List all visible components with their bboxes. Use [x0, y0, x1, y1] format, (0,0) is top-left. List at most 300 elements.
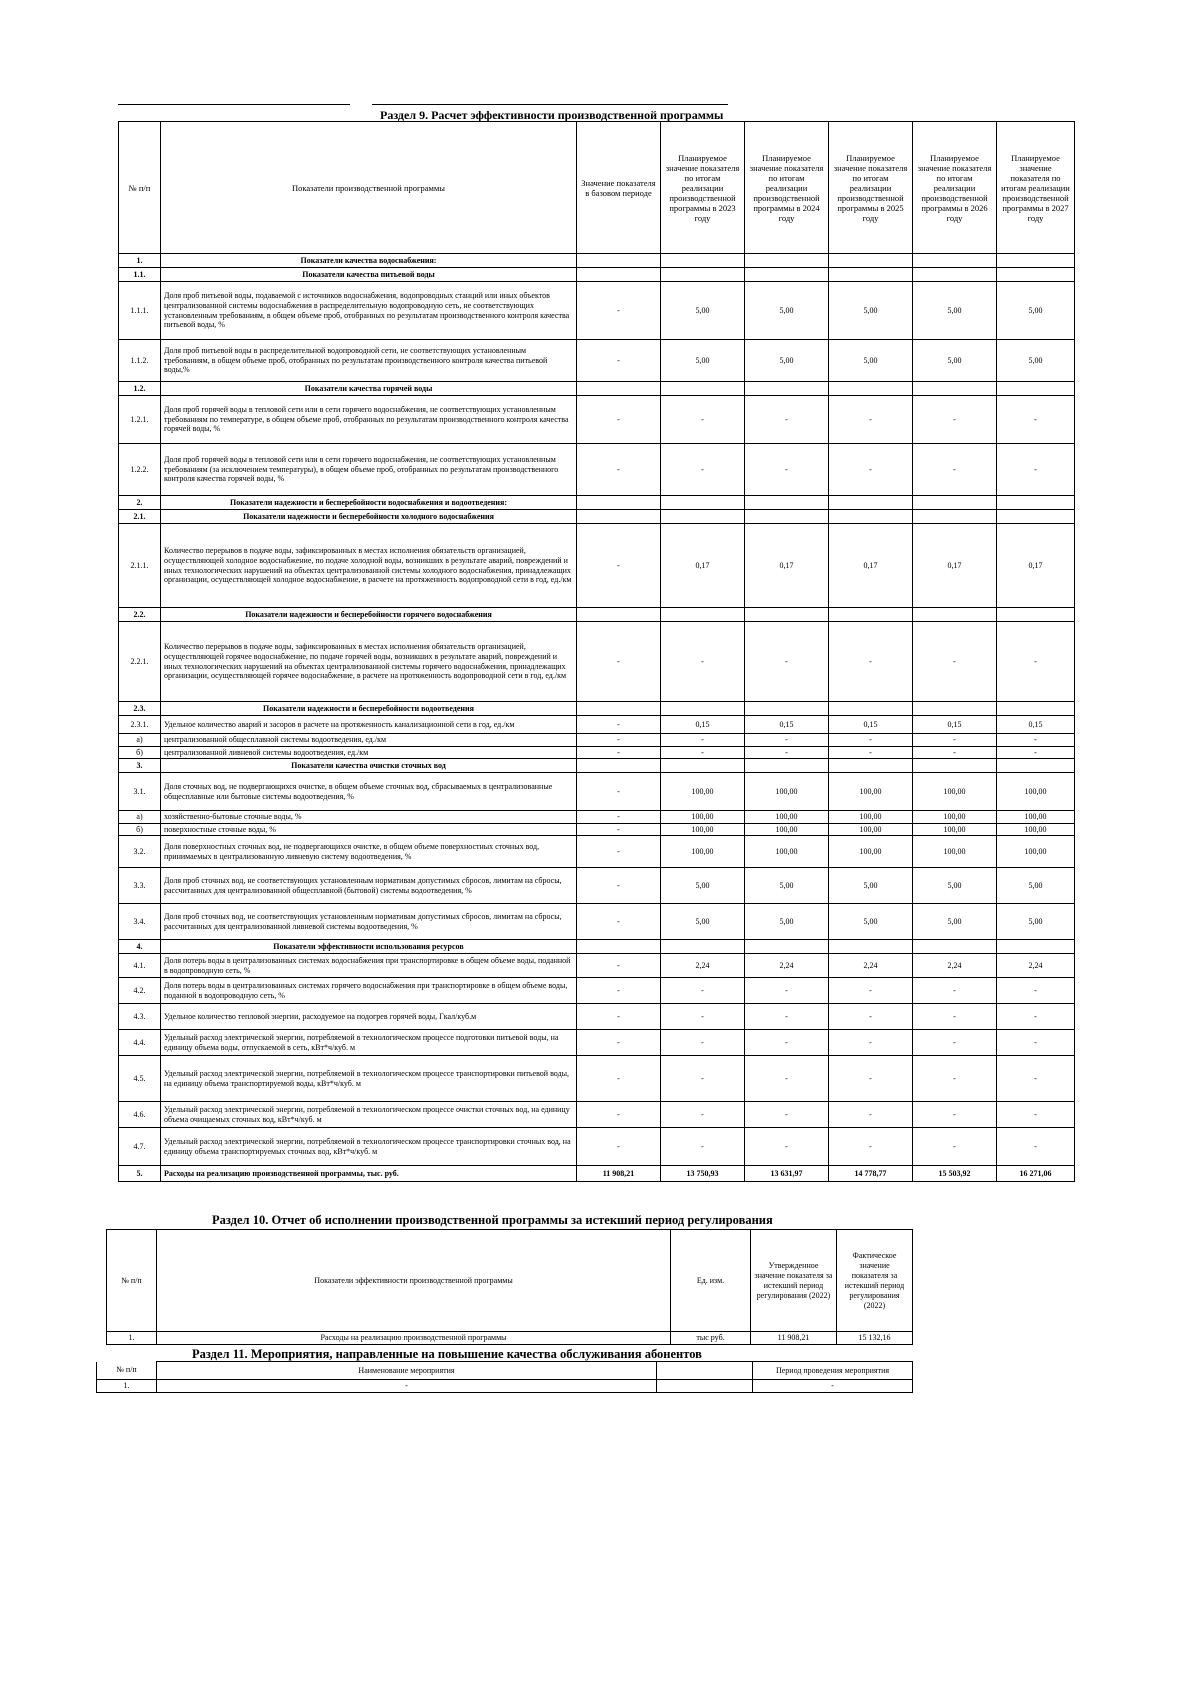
planned-value-cell: - [745, 396, 829, 444]
planned-value-cell: 5,00 [997, 340, 1075, 382]
planned-value-cell [661, 702, 745, 716]
planned-value-cell: 100,00 [829, 836, 913, 868]
base-value-cell [577, 254, 661, 268]
measures-row-name: - [157, 1380, 657, 1393]
planned-value-cell [829, 268, 913, 282]
table-row [119, 254, 1075, 268]
planned-value-cell: - [913, 978, 997, 1004]
planned-value-cell: 5,00 [829, 868, 913, 904]
planned-value-cell [913, 268, 997, 282]
measures-row-num: 1. [97, 1380, 157, 1393]
planned-value-cell: 5,00 [661, 868, 745, 904]
base-value-cell: - [577, 396, 661, 444]
planned-value-cell [913, 382, 997, 396]
table-row [119, 1004, 1075, 1030]
planned-value-cell [913, 702, 997, 716]
planned-value-cell: - [829, 444, 913, 496]
planned-value-cell: 5,00 [745, 282, 829, 340]
base-value-cell [577, 940, 661, 954]
planned-value-cell [661, 496, 745, 510]
planned-value-cell: - [997, 1004, 1075, 1030]
report-row-actual: 15 132,16 [837, 1332, 913, 1345]
planned-value-cell: 2,24 [829, 954, 913, 978]
planned-value-cell: - [997, 622, 1075, 702]
table-row [119, 978, 1075, 1004]
report-col-num: № п/п [107, 1230, 157, 1332]
base-value-cell: - [577, 340, 661, 382]
planned-value-cell: 0,15 [829, 716, 913, 734]
planned-value-cell: - [661, 1128, 745, 1166]
planned-value-cell [913, 496, 997, 510]
planned-value-cell: 5,00 [661, 904, 745, 940]
group-heading: Показатели качества водоснабжения: [161, 254, 577, 268]
planned-value-cell: - [661, 622, 745, 702]
top-rule-left [118, 104, 350, 105]
base-value-cell: - [577, 978, 661, 1004]
base-value-cell: - [577, 904, 661, 940]
planned-value-cell [913, 759, 997, 773]
planned-value-cell: 5,00 [829, 282, 913, 340]
planned-value-cell: - [661, 746, 745, 759]
base-value-cell [577, 702, 661, 716]
planned-value-cell [661, 382, 745, 396]
group-heading: Показатели надежности и бесперебойности горячего водоснабжения [161, 608, 577, 622]
planned-value-cell: 0,15 [661, 716, 745, 734]
section10-title: Раздел 10. Отчет об исполнении производственной программы за истекший период регулирования [212, 1213, 773, 1227]
indicator-name: хозяйственно-бытовые сточные воды, % [161, 811, 577, 824]
indicator-name: поверхностные сточные воды, % [161, 823, 577, 836]
planned-value-cell: 100,00 [913, 836, 997, 868]
planned-value-cell [913, 254, 997, 268]
measures-row-period: - [753, 1380, 913, 1393]
indicator-name: Удельный расход электрической энергии, потребляемой в технологическом процессе транспортировки сточных вод, на единицу объема транспортируемых сточных вод, кВт*ч/куб. м [161, 1128, 577, 1166]
measures-header-row [97, 1362, 913, 1380]
planned-value-cell: 2,24 [997, 954, 1075, 978]
planned-value-cell: 5,00 [997, 904, 1075, 940]
indicator-name: Удельный расход электрической энергии, потребляемой в технологическом процессе подготовки питьевой воды, на единицу объема воды, отпускаемой в сеть, кВт*ч/куб. м [161, 1030, 577, 1056]
base-value-cell: - [577, 444, 661, 496]
planned-value-cell: - [745, 978, 829, 1004]
row-number: 2.3. [119, 702, 161, 716]
table-header-row [119, 122, 1075, 254]
table-row [119, 940, 1075, 954]
planned-value-cell [997, 268, 1075, 282]
table-row [119, 836, 1075, 868]
row-number: 3.2. [119, 836, 161, 868]
planned-value-cell: 5,00 [913, 904, 997, 940]
planned-value-cell [661, 268, 745, 282]
planned-value-cell: 100,00 [745, 836, 829, 868]
report-table [106, 1229, 913, 1345]
table-row [119, 622, 1075, 702]
planned-value-cell: 100,00 [745, 773, 829, 811]
table-row [119, 396, 1075, 444]
indicator-name: Количество перерывов в подаче воды, зафиксированных в местах исполнения обязательств организацией, осуществляющей холодное водоснабжение, по подаче холодной воды, возникших в результате аварий, повреждений и иных технологических нарушений на объектах централизованной системы холодного водоснабжения, принадлежащих организации, осуществляющей холодное водоснабжение, в расчете на протяженность водопроводной сети в год, ед./км [161, 524, 577, 608]
measures-col-name: Наименование мероприятия [157, 1362, 657, 1380]
indicator-name: централизованной ливневой системы водоотведения, ед./км [161, 746, 577, 759]
top-rule-right [372, 104, 728, 105]
planned-value-cell: - [661, 734, 745, 747]
planned-value-cell: 0,17 [913, 524, 997, 608]
planned-value-cell [829, 382, 913, 396]
col-header-2026: Планируемое значение показателя по итогам реализации производственной программы в 2026 году [913, 122, 997, 254]
planned-value-cell: - [745, 1004, 829, 1030]
col-header-2025: Планируемое значение показателя по итогам реализации производственной программы в 2025 году [829, 122, 913, 254]
planned-value-cell [829, 759, 913, 773]
row-number: 3.1. [119, 773, 161, 811]
planned-value-cell [745, 496, 829, 510]
base-value-cell [577, 510, 661, 524]
planned-value-cell: 2,24 [913, 954, 997, 978]
base-value-cell: 11 908,21 [577, 1166, 661, 1182]
indicator-name: Доля сточных вод, не подвергающихся очистке, в общем объеме сточных вод, сбрасываемых в централизованные общесплавные или бытовые системы водоотведения, % [161, 773, 577, 811]
planned-value-cell: 0,17 [997, 524, 1075, 608]
planned-value-cell [661, 608, 745, 622]
row-number: 2.1. [119, 510, 161, 524]
row-number: 2. [119, 496, 161, 510]
row-number: 3. [119, 759, 161, 773]
planned-value-cell: 100,00 [745, 811, 829, 824]
planned-value-cell [997, 496, 1075, 510]
row-number: 4.7. [119, 1128, 161, 1166]
planned-value-cell: - [661, 1004, 745, 1030]
planned-value-cell: - [745, 444, 829, 496]
planned-value-cell: - [913, 1004, 997, 1030]
table-row [119, 773, 1075, 811]
row-number: 2.2. [119, 608, 161, 622]
group-heading: Показатели надежности и бесперебойности водоотведения [161, 702, 577, 716]
planned-value-cell: - [661, 1030, 745, 1056]
group-heading: Показатели надежности и бесперебойности холодного водоснабжения [161, 510, 577, 524]
planned-value-cell [745, 382, 829, 396]
row-number: 4.1. [119, 954, 161, 978]
report-header-row [107, 1230, 913, 1332]
row-number: 1. [119, 254, 161, 268]
table-row [119, 282, 1075, 340]
planned-value-cell: - [913, 1102, 997, 1128]
planned-value-cell: 5,00 [997, 868, 1075, 904]
planned-value-cell: - [829, 746, 913, 759]
planned-value-cell: 5,00 [745, 868, 829, 904]
base-value-cell: - [577, 1128, 661, 1166]
row-number: б) [119, 746, 161, 759]
table-row [119, 716, 1075, 734]
table-row [119, 702, 1075, 716]
planned-value-cell: - [913, 746, 997, 759]
planned-value-cell [829, 940, 913, 954]
report-row-num: 1. [107, 1332, 157, 1345]
row-number: 1.1.1. [119, 282, 161, 340]
indicator-name: Доля потерь воды в централизованных системах горячего водоснабжения при транспортировке в общем объеме воды, поданной в водопроводную сеть, % [161, 978, 577, 1004]
planned-value-cell [745, 254, 829, 268]
row-number: 1.2. [119, 382, 161, 396]
planned-value-cell: 16 271,06 [997, 1166, 1075, 1182]
base-value-cell: - [577, 716, 661, 734]
table-row [119, 382, 1075, 396]
row-number: 4.3. [119, 1004, 161, 1030]
base-value-cell [577, 382, 661, 396]
planned-value-cell: 100,00 [829, 773, 913, 811]
table-row [119, 340, 1075, 382]
planned-value-cell: - [997, 746, 1075, 759]
table-row [119, 734, 1075, 747]
planned-value-cell: - [745, 1102, 829, 1128]
planned-value-cell: - [829, 1056, 913, 1102]
planned-value-cell: - [913, 396, 997, 444]
indicator-name: централизованной общесплавной системы водоотведения, ед./км [161, 734, 577, 747]
table-row [119, 868, 1075, 904]
table-row [119, 1102, 1075, 1128]
base-value-cell: - [577, 773, 661, 811]
base-value-cell: - [577, 1030, 661, 1056]
measures-row-extra [657, 1380, 753, 1393]
col-header-num: № п/п [119, 122, 161, 254]
planned-value-cell [745, 759, 829, 773]
planned-value-cell [745, 268, 829, 282]
col-header-base: Значение показателя в базовом периоде [577, 122, 661, 254]
table-row [119, 823, 1075, 836]
row-number: 1.2.2. [119, 444, 161, 496]
planned-value-cell [997, 382, 1075, 396]
planned-value-cell: - [661, 1102, 745, 1128]
planned-value-cell [913, 940, 997, 954]
indicator-name: Удельный расход электрической энергии, потребляемой в технологическом процессе транспортировки питьевой воды, на единицу объема транспортируемой воды, кВт*ч/куб. м [161, 1056, 577, 1102]
report-col-indicator: Показатели эффективности производственной программы [157, 1230, 671, 1332]
group-heading: Показатели качества горячей воды [161, 382, 577, 396]
row-number: 4.2. [119, 978, 161, 1004]
indicator-name: Количество перерывов в подаче воды, зафиксированных в местах исполнения обязательств организацией, осуществляющей горячее водоснабжение, по подаче горячей воды, возникших в результате аварий, повреждений и иных технологических нарушений на объектах централизованной системы горячего водоснабжения, принадлежащих организации, осуществляющей горячее водоснабжение, в расчете на протяженность водопроводной сети в год, ед./км [161, 622, 577, 702]
col-header-2023: Планируемое значение показателя по итогам реализации производственной программы в 2023 году [661, 122, 745, 254]
report-row-name: Расходы на реализацию производственной программы [157, 1332, 671, 1345]
planned-value-cell: 5,00 [829, 904, 913, 940]
planned-value-cell: - [913, 1030, 997, 1056]
planned-value-cell: 100,00 [829, 823, 913, 836]
base-value-cell [577, 759, 661, 773]
table-row [119, 1166, 1075, 1182]
indicator-name: Доля проб сточных вод, не соответствующих установленным нормативам допустимых сбросов, лимитам на сбросы, рассчитанных для централизованной общесплавной (бытовой) системы водоотведения, % [161, 868, 577, 904]
report-row [107, 1332, 913, 1345]
indicator-name: Доля поверхностных сточных вод, не подвергающихся очистке, в общем объеме поверхностных сточных вод, принимаемых в централизованную ливневую систему водоотведения, % [161, 836, 577, 868]
planned-value-cell: 0,17 [745, 524, 829, 608]
indicator-name: Расходы на реализацию производственной программы, тыс. руб. [161, 1166, 577, 1182]
planned-value-cell: - [745, 1056, 829, 1102]
group-heading: Показатели надежности и бесперебойности водоснабжения и водоотведения: [161, 496, 577, 510]
row-number: б) [119, 823, 161, 836]
planned-value-cell: - [997, 1128, 1075, 1166]
row-number: 2.2.1. [119, 622, 161, 702]
row-number: 2.1.1. [119, 524, 161, 608]
row-number: а) [119, 734, 161, 747]
group-heading: Показатели качества питьевой воды [161, 268, 577, 282]
planned-value-cell: - [829, 1102, 913, 1128]
planned-value-cell: 0,17 [829, 524, 913, 608]
planned-value-cell: - [745, 1128, 829, 1166]
planned-value-cell [829, 608, 913, 622]
planned-value-cell [997, 702, 1075, 716]
base-value-cell: - [577, 622, 661, 702]
planned-value-cell: - [745, 1030, 829, 1056]
base-value-cell [577, 608, 661, 622]
planned-value-cell: - [661, 396, 745, 444]
planned-value-cell: - [745, 622, 829, 702]
planned-value-cell: 5,00 [661, 282, 745, 340]
planned-value-cell [661, 940, 745, 954]
row-number: 2.3.1. [119, 716, 161, 734]
planned-value-cell: 0,15 [745, 716, 829, 734]
report-col-actual: Фактическое значение показателя за истекший период регулирования (2022) [837, 1230, 913, 1332]
planned-value-cell: 13 750,93 [661, 1166, 745, 1182]
indicator-name: Доля проб горячей воды в тепловой сети или в сети горячего водоснабжения, не соответствующих установленным требованиям (за исключением температуры), в общем объеме проб, отобранных по результатам производственного контроля качества горячей воды, % [161, 444, 577, 496]
indicator-name: Удельное количество аварий и засоров в расчете на протяженность канализационной сети в год, ед./км [161, 716, 577, 734]
row-number: 3.3. [119, 868, 161, 904]
table-row [119, 1128, 1075, 1166]
planned-value-cell: 5,00 [913, 340, 997, 382]
base-value-cell: - [577, 524, 661, 608]
report-col-unit: Ед. изм. [671, 1230, 751, 1332]
planned-value-cell: 0,15 [913, 716, 997, 734]
planned-value-cell: 100,00 [913, 811, 997, 824]
report-row-approved: 11 908,21 [751, 1332, 837, 1345]
base-value-cell: - [577, 836, 661, 868]
base-value-cell: - [577, 954, 661, 978]
table-row [119, 811, 1075, 824]
planned-value-cell [913, 510, 997, 524]
planned-value-cell [661, 759, 745, 773]
table-row [119, 1056, 1075, 1102]
planned-value-cell [661, 510, 745, 524]
report-col-approved: Утвержденное значение показателя за истекший период регулирования (2022) [751, 1230, 837, 1332]
measures-table [96, 1361, 913, 1393]
indicator-name: Доля проб питьевой воды, подаваемой с источников водоснабжения, водопроводных станций или иных объектов централизованной системы водоснабжения в распределительную водопроводную сеть, не соответствующих установленным требованиям, в общем объеме проб, отобранных по результатам производственного контроля качества питьевой воды, % [161, 282, 577, 340]
planned-value-cell: 100,00 [913, 823, 997, 836]
planned-value-cell [997, 940, 1075, 954]
planned-value-cell: 2,24 [661, 954, 745, 978]
efficiency-table [118, 121, 1075, 1182]
col-header-2024: Планируемое значение показателя по итогам реализации производственной программы в 2024 году [745, 122, 829, 254]
row-number: 3.4. [119, 904, 161, 940]
table-row [119, 444, 1075, 496]
indicator-name: Доля потерь воды в централизованных системах водоснабжения при транспортировке в общем объеме воды, поданной в водопроводную сеть, % [161, 954, 577, 978]
row-number: 1.1.2. [119, 340, 161, 382]
table-row [119, 524, 1075, 608]
planned-value-cell: - [829, 1030, 913, 1056]
indicator-name: Доля проб питьевой воды в распределительной водопроводной сети, не соответствующих установленным требованиям, в общем объеме проб, отобранных по результатам производственного контроля качества питьевой воды,% [161, 340, 577, 382]
report-row-unit: тыс руб. [671, 1332, 751, 1345]
section9-title: Раздел 9. Расчет эффективности производственной программы [380, 108, 724, 122]
planned-value-cell: - [829, 622, 913, 702]
table-row [119, 1030, 1075, 1056]
planned-value-cell: 100,00 [997, 823, 1075, 836]
measures-col-period: Период проведения мероприятия [753, 1362, 913, 1380]
planned-value-cell: - [913, 622, 997, 702]
table-row [119, 268, 1075, 282]
planned-value-cell: - [997, 396, 1075, 444]
row-number: 4.5. [119, 1056, 161, 1102]
planned-value-cell: 100,00 [829, 811, 913, 824]
base-value-cell: - [577, 1056, 661, 1102]
table-row [119, 746, 1075, 759]
planned-value-cell: 100,00 [997, 773, 1075, 811]
planned-value-cell [745, 702, 829, 716]
table-row [119, 759, 1075, 773]
planned-value-cell [913, 608, 997, 622]
row-number: 4.6. [119, 1102, 161, 1128]
base-value-cell: - [577, 868, 661, 904]
planned-value-cell: 5,00 [913, 868, 997, 904]
row-number: 1.1. [119, 268, 161, 282]
planned-value-cell [997, 510, 1075, 524]
planned-value-cell: 0,17 [661, 524, 745, 608]
row-number: 5. [119, 1166, 161, 1182]
planned-value-cell: - [913, 734, 997, 747]
planned-value-cell: - [997, 978, 1075, 1004]
indicator-name: Доля проб сточных вод, не соответствующих установленным нормативам допустимых сбросов, лимитам на сбросы, рассчитанных для централизованной ливневой системы водоотведения, % [161, 904, 577, 940]
planned-value-cell: 100,00 [997, 811, 1075, 824]
planned-value-cell: 2,24 [745, 954, 829, 978]
planned-value-cell: - [997, 444, 1075, 496]
planned-value-cell [829, 496, 913, 510]
group-heading: Показатели качества очистки сточных вод [161, 759, 577, 773]
row-number: а) [119, 811, 161, 824]
planned-value-cell: - [997, 1056, 1075, 1102]
planned-value-cell: - [661, 1056, 745, 1102]
planned-value-cell: - [913, 444, 997, 496]
planned-value-cell: - [997, 1030, 1075, 1056]
planned-value-cell: 5,00 [997, 282, 1075, 340]
planned-value-cell: 100,00 [661, 811, 745, 824]
planned-value-cell: - [829, 1128, 913, 1166]
planned-value-cell: - [997, 1102, 1075, 1128]
base-value-cell: - [577, 746, 661, 759]
measures-row [97, 1380, 913, 1393]
indicator-name: Удельный расход электрической энергии, потребляемой в технологическом процессе очистки сточных вод, на единицу объема очищаемых сточных вод, кВт*ч/куб. м [161, 1102, 577, 1128]
planned-value-cell: - [829, 978, 913, 1004]
base-value-cell [577, 496, 661, 510]
planned-value-cell: 5,00 [913, 282, 997, 340]
planned-value-cell: - [745, 734, 829, 747]
base-value-cell: - [577, 1004, 661, 1030]
planned-value-cell: - [661, 444, 745, 496]
row-number: 4.4. [119, 1030, 161, 1056]
group-heading: Показатели эффективности использования ресурсов [161, 940, 577, 954]
planned-value-cell: - [913, 1128, 997, 1166]
col-header-2027: Планируемое значение показателя по итогам реализации производственной программы в 2027 году [997, 122, 1075, 254]
planned-value-cell: 15 503,92 [913, 1166, 997, 1182]
planned-value-cell: 100,00 [661, 836, 745, 868]
planned-value-cell: - [829, 1004, 913, 1030]
planned-value-cell: 5,00 [745, 340, 829, 382]
planned-value-cell [997, 759, 1075, 773]
planned-value-cell: - [829, 396, 913, 444]
planned-value-cell: - [997, 734, 1075, 747]
measures-col-blank [657, 1362, 753, 1380]
table-row [119, 496, 1075, 510]
planned-value-cell: - [913, 1056, 997, 1102]
planned-value-cell: - [829, 734, 913, 747]
planned-value-cell: 100,00 [997, 836, 1075, 868]
row-number: 4. [119, 940, 161, 954]
base-value-cell: - [577, 1102, 661, 1128]
indicator-name: Удельное количество тепловой энергии, расходуемое на подогрев горячей воды, Гкал/куб.м [161, 1004, 577, 1030]
table-row [119, 904, 1075, 940]
base-value-cell: - [577, 811, 661, 824]
table-row [119, 954, 1075, 978]
planned-value-cell [829, 702, 913, 716]
planned-value-cell: 13 631,97 [745, 1166, 829, 1182]
row-number: 1.2.1. [119, 396, 161, 444]
base-value-cell: - [577, 734, 661, 747]
section11-title: Раздел 11. Мероприятия, направленные на повышение качества обслуживания абонентов [192, 1347, 702, 1361]
